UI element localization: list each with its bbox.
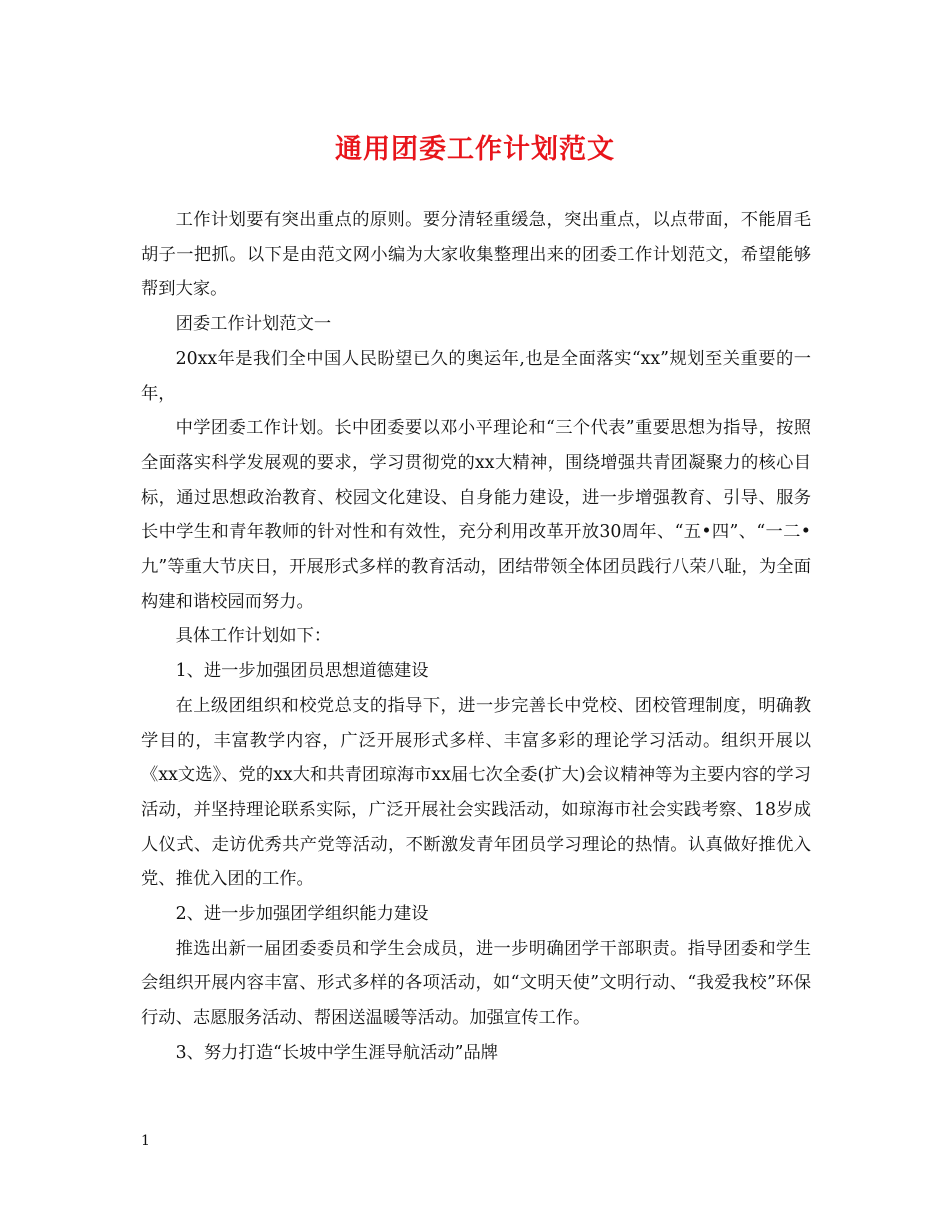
paragraph-intro: 工作计划要有突出重点的原则。要分清轻重缓急，突出重点，以点带面，不能眉毛胡子一把抓。以下是由范文网小编为大家收集整理出来的团委工作计划范文，希望能够帮到大家。 [141, 210, 811, 300]
paragraph-item-heading: 2、进一步加强团学组织能力建设 [175, 904, 429, 925]
document-body [141, 203, 811, 1071]
paragraph-item-heading: 3、努力打造“长坡中学生涯导航活动”品牌 [175, 1042, 499, 1063]
paragraph-item-heading: 1、进一步加强团员思想道德建设 [175, 661, 429, 682]
paragraph: 20xx年是我们全中国人民盼望已久的奥运年,也是全面落实“xx”规划至关重要的一年， [141, 348, 811, 404]
paragraph: 具体工作计划如下： [175, 626, 332, 647]
page-number: 1 [141, 1133, 150, 1149]
paragraph-section-heading: 团委工作计划范文一 [175, 314, 332, 335]
paragraph: 推选出新一届团委委员和学生会成员，进一步明确团学干部职责。指导团委和学生会组织开展内容丰富、形式多样的各项活动，如“文明天使”文明行动、“我爱我校”环保行动、志愿服务活动、帮困送温暖等活动。加强宣传工作。 [141, 938, 811, 1029]
paragraph: 在上级团组织和校党总支的指导下，进一步完善长中党校、团校管理制度，明确教学目的，丰富教学内容，广泛开展形式多样、丰富多彩的理论学习活动。组织开展以《xx文选》、党的xx大和共青团琼海市xx届七次全委(扩大)会议精神等为主要内容的学习活动，并坚持理论联系实际，广泛开展社会实践活动，如琼海市社会实践考察、18岁成人仪式、走访优秀共产党等活动，不断激发青年团员学习理论的热情。认真做好推优入党、推优入团的工作。 [141, 695, 811, 890]
document-title: 通用团委工作计划范文 [335, 134, 615, 165]
paragraph: 中学团委工作计划。长中团委要以邓小平理论和“三个代表”重要思想为指导，按照全面落实科学发展观的要求，学习贯彻党的xx大精神，围绕增强共青团凝聚力的核心目标，通过思想政治教育、校园文化建设、自身能力建设，进一步增强教育、引导、服务长中学生和青年教师的针对性和有效性，充分利用改革开放30周年、“五•四”、“一二•九”等重大节庆日，开展形式多样的教育活动，团结带领全体团员践行八荣八耻，为全面构建和谐校园而努力。 [141, 418, 811, 612]
